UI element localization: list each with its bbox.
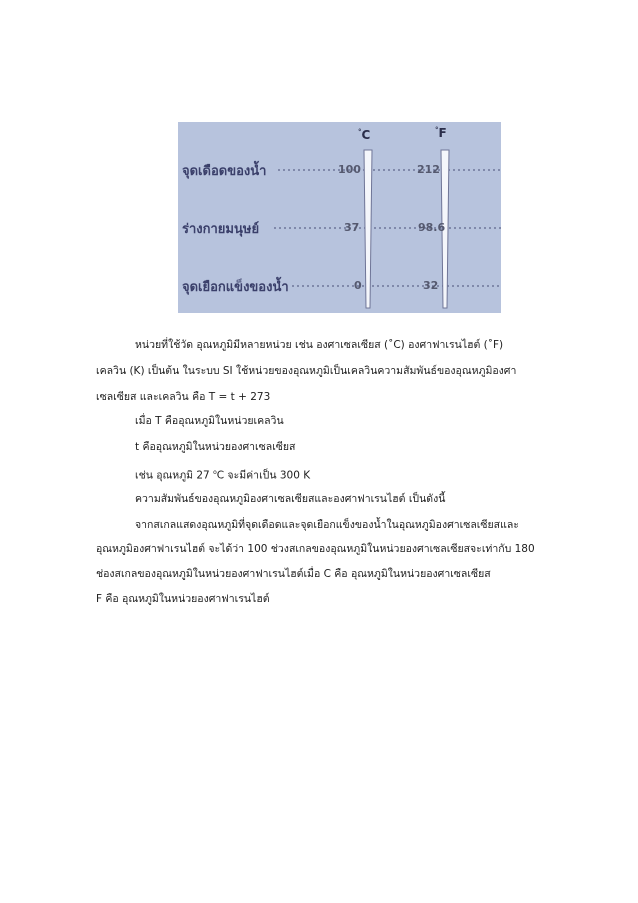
paragraph-line: เซลเซียส และเคลวิน คือ T = t + 273 [96, 391, 271, 403]
body-celsius-value: 37 [344, 221, 360, 234]
paragraph-line: ช่องสเกลของอุณหภูมิในหน่วยองศาฟาเรนไฮต์เมื่อ C คือ อุณหภูมิในหน่วยองศาเซลเซียส [96, 568, 491, 580]
fahrenheit-unit-label: °F [435, 126, 447, 140]
paragraph-line [135, 466, 310, 483]
paragraph-line: t คืออุณหภูมิในหน่วยองศาเซลเซียส [135, 441, 296, 453]
example-text-start: เช่น อุณหภูมิ 27 [135, 469, 210, 482]
paragraph-line: เคลวิน (K) เป็นต้น ในระบบ SI ใช้หน่วยของอุณหภูมิเป็นเคลวินความสัมพันธ์ของอุณหภูมิองศา [96, 365, 517, 377]
freezing-fahrenheit-value: 32 [423, 279, 439, 292]
degree-mark: o [213, 469, 217, 476]
boiling-point-label: จุดเดือดของน้ำ [182, 164, 267, 179]
paragraph-line: F คือ อุณหภูมิในหน่วยองศาฟาเรนไฮต์ [96, 593, 270, 605]
example-text-end: C จะมีค่าเป็น 300 K [216, 469, 311, 482]
paragraph-line: จากสเกลแสดงอุณหภูมิที่จุดเดือดและจุดเยือกแข็งของน้ำในอุณหภูมิองศาเซลเซียสและ [135, 519, 519, 531]
boiling-celsius-value: 100 [338, 163, 361, 176]
boiling-fahrenheit-value: 212 [417, 163, 440, 176]
human-body-label: ร่างกายมนุษย์ [182, 222, 260, 237]
paragraph-line: ความสัมพันธ์ของอุณหภูมิองศาเซลเซียสและองศาฟาเรนไฮต์ เป็นดังนี้ [135, 493, 446, 505]
freezing-celsius-value: 0 [354, 279, 362, 292]
paragraph-line: หน่วยที่ใช้วัด อุณหภูมิมีหลายหน่วย เช่น องศาเซลเซียส (˚C) องศาฟาเรนไฮต์ (˚F) [135, 339, 504, 351]
freezing-point-label: จุดเยือกแข็งของน้ำ [182, 280, 289, 295]
celsius-unit-label: °C [358, 128, 371, 142]
paragraph-line: เมื่อ T คืออุณหภูมิในหน่วยเคลวิน [135, 415, 284, 427]
body-fahrenheit-value: 98.6 [418, 221, 446, 234]
paragraph-line: อุณหภูมิองศาฟาเรนไฮต์ จะได้ว่า 100 ช่วงสเกลของอุณหภูมิในหน่วยองศาเซลเซียสจะเท่ากับ 180 [96, 543, 535, 555]
